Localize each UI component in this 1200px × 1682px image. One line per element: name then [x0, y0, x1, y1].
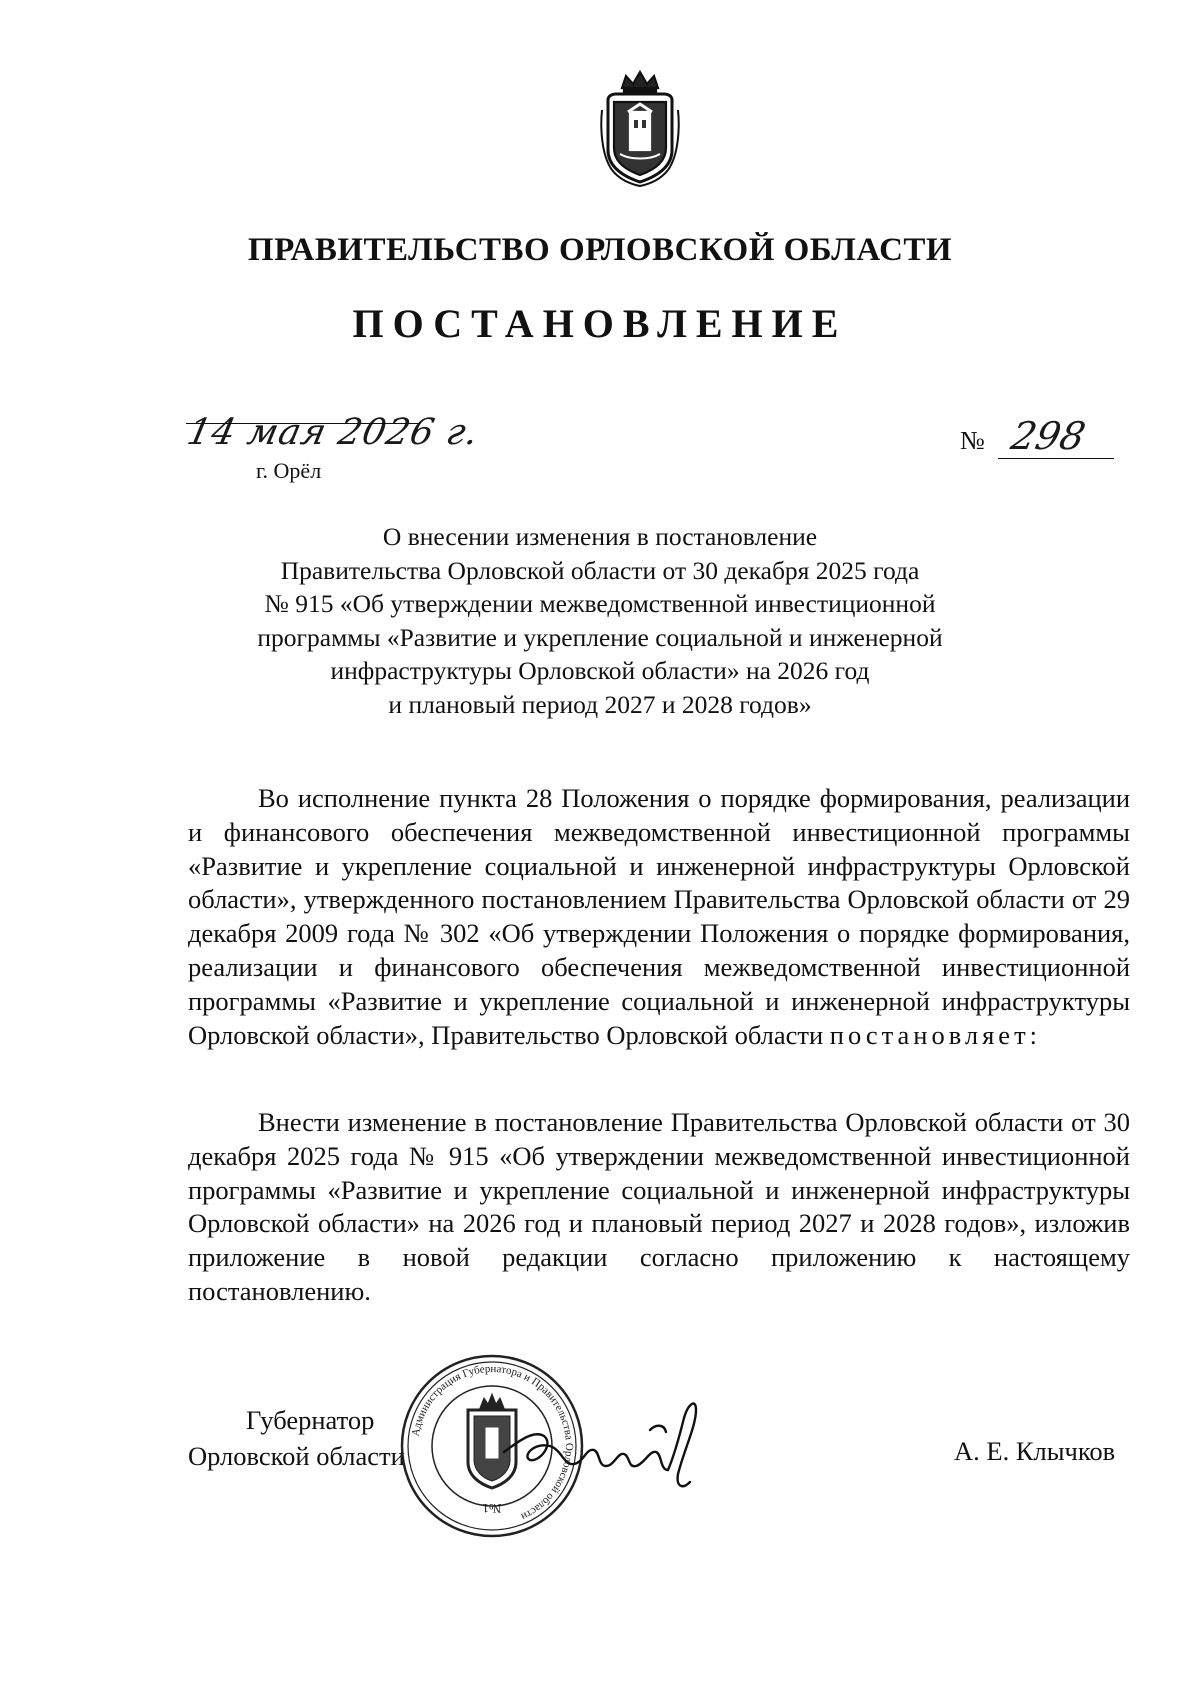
subject-line: инфраструктуры Орловской области» на 2026 год: [330, 656, 870, 685]
document-type-title: ПОСТАНОВЛЕНИЕ: [352, 301, 848, 346]
preamble-paragraph: [188, 782, 1130, 1052]
government-name: ПРАВИТЕЛЬСТВО ОРЛОВСКОЙ ОБЛАСТИ: [247, 232, 953, 268]
number-label: №: [960, 426, 985, 455]
coat-of-arms-emblem: [600, 70, 680, 188]
subject-line: О внесении изменения в постановление: [382, 522, 818, 551]
handwritten-signature: [500, 1390, 720, 1500]
subject-line: Правительства Орловской области от 30 декабря 2025 года: [280, 555, 920, 585]
city-label: г. Орёл: [256, 458, 322, 483]
number-underline: [998, 458, 1114, 459]
subject-line: и плановый период 2027 и 2028 годов»: [388, 689, 812, 719]
subject-line: № 915 «Об утверждении межведомственной инвестиционной: [264, 589, 936, 618]
handwritten-number: 298: [1007, 414, 1090, 458]
signatory-name: А. Е. Клычков: [954, 1436, 1116, 1466]
signatory-title: [188, 1402, 405, 1474]
date-underline: [186, 423, 420, 424]
seal-ring-text: Администрация Губернатора и Правительства Орловской области: [409, 1362, 576, 1523]
resolution-text: Внести изменение в постановление Правительства Орловской области от 30 декабря 2025 года № 915 «Об утверждении межведомственной инвестиционной программы «Развитие и укрепление социальной и инженерной инфраструктуры Орловской области» на 2026 год и плановый период 2027 и 2028 годов», изложив приложение в новой редакции согласно приложению к настоящему постановлению.: [188, 1107, 1130, 1306]
subject-line: программы «Развитие и укрепление социальной и инженерной: [257, 622, 943, 652]
signatory-title-line: Орловской области: [188, 1441, 405, 1471]
handwritten-date: 14 мая 2026 г.: [183, 412, 483, 453]
signatory-title-line: Губернатор: [246, 1405, 375, 1435]
seal-number: №1: [482, 1501, 502, 1516]
preamble-text: Во исполнение пункта 28 Положения о порядке формирования, реализации и финансового обеспечения межведомственной инвестиционной программы «Развитие и укрепление социальной и инженерной инфраструктуры Орловской области», утвержденного постановлением Правительства Орловской области от 29 декабря 2009 года № 302 «Об утверждении Положения о порядке формирования, реализации и финансового обеспечения межведомственной инвестиционной программы «Развитие и укрепление социальной и инженерной инфраструктуры Орловской области», Правительство Орловской области: [188, 783, 1130, 1050]
document-subject: [240, 520, 960, 721]
resolution-paragraph: [188, 1106, 1130, 1309]
resolves-word: постановляет:: [829, 1019, 1042, 1050]
